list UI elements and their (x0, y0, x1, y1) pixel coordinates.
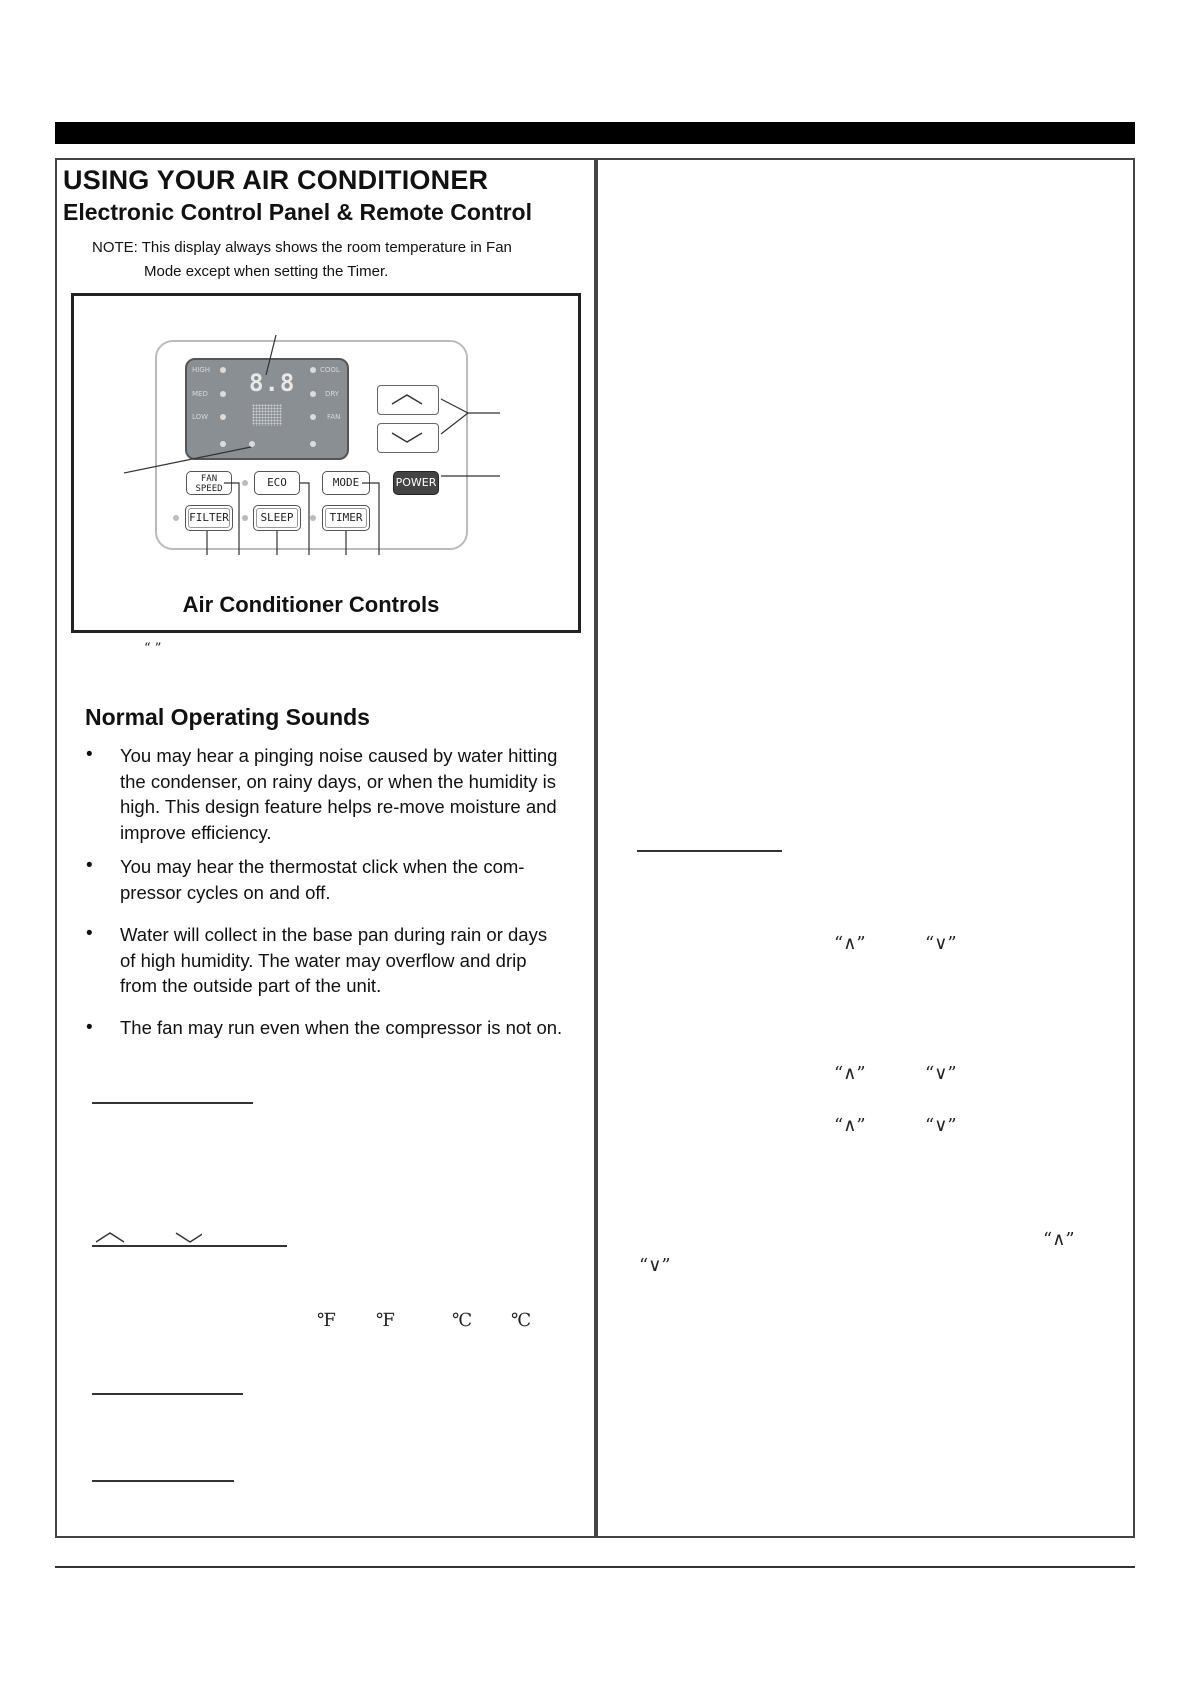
sounds-item-4: The fan may run even when the compressor is not on. (120, 1017, 563, 1038)
figure-quote-marks: “ ” (144, 641, 162, 656)
deg-f-1: ℉ (317, 1310, 336, 1331)
label-cool: COOL (320, 366, 340, 374)
mode-label: MODE (332, 476, 360, 489)
page-title: USING YOUR AIR CONDITIONER (63, 165, 489, 195)
subheading-underline-3 (92, 1393, 243, 1395)
right-subheading-underline (637, 850, 782, 852)
fan-speed-label-1: FAN (200, 474, 218, 484)
deg-f-2: ℉ (376, 1310, 395, 1331)
subheading-underline-2 (92, 1245, 287, 1247)
label-high: HIGH (192, 366, 211, 374)
temperature-readout: 8.8 (249, 369, 296, 397)
down-quote-3: “∨” (925, 1115, 957, 1136)
up-quote-1: “∧” (834, 933, 866, 954)
subheading-underline-4 (92, 1480, 234, 1482)
deg-c-1: ℃ (452, 1310, 473, 1331)
power-label: POWER (395, 476, 437, 489)
up-quote-4: “∧” (1043, 1229, 1075, 1250)
label-med: MED (192, 390, 208, 398)
bullet-2: • (86, 855, 93, 876)
sounds-item-3: Water will collect in the base pan during rain or days of high humidity. The water may overflow and drip from the outside part of the unit. (120, 924, 548, 997)
label-fan: FAN (327, 413, 341, 421)
label-dry: DRY (325, 390, 340, 398)
bullet-3: • (86, 923, 93, 944)
down-quote-2: “∨” (925, 1063, 957, 1084)
up-quote-3: “∧” (834, 1115, 866, 1136)
page-subtitle: Electronic Control Panel & Remote Control (63, 199, 532, 225)
bullet-1: • (86, 744, 93, 765)
down-quote-1: “∨” (925, 933, 957, 954)
note-line-2: Mode except when setting the Timer. (144, 263, 389, 280)
bullet-4: • (86, 1017, 93, 1038)
sounds-item-2: You may hear the thermostat click when the com-pressor cycles on and off. (120, 856, 525, 903)
up-quote-2: “∧” (834, 1063, 866, 1084)
label-low: LOW (192, 413, 209, 421)
down-quote-4: “∨” (639, 1255, 671, 1276)
filter-label: FILTER (189, 511, 229, 524)
subheading-underline-1 (92, 1102, 253, 1104)
figure-caption: Air Conditioner Controls (182, 592, 440, 617)
timer-label: TIMER (329, 511, 363, 524)
footer-rule (55, 1566, 1135, 1568)
deg-c-2: ℃ (511, 1310, 532, 1331)
sounds-item-1: You may hear a pinging noise caused by water hitting the condenser, on rainy days, or when the humidity is high. This design feature helps re-move moisture and improve efficiency. (120, 745, 558, 843)
note-line-1: NOTE: This display always shows the room temperature in Fan (92, 239, 512, 256)
up-down-arrows-icon (92, 1226, 202, 1246)
eco-label: ECO (267, 476, 287, 489)
sounds-heading: Normal Operating Sounds (85, 704, 370, 730)
fan-speed-label-2: SPEED (195, 484, 223, 494)
sleep-label: SLEEP (260, 511, 294, 524)
